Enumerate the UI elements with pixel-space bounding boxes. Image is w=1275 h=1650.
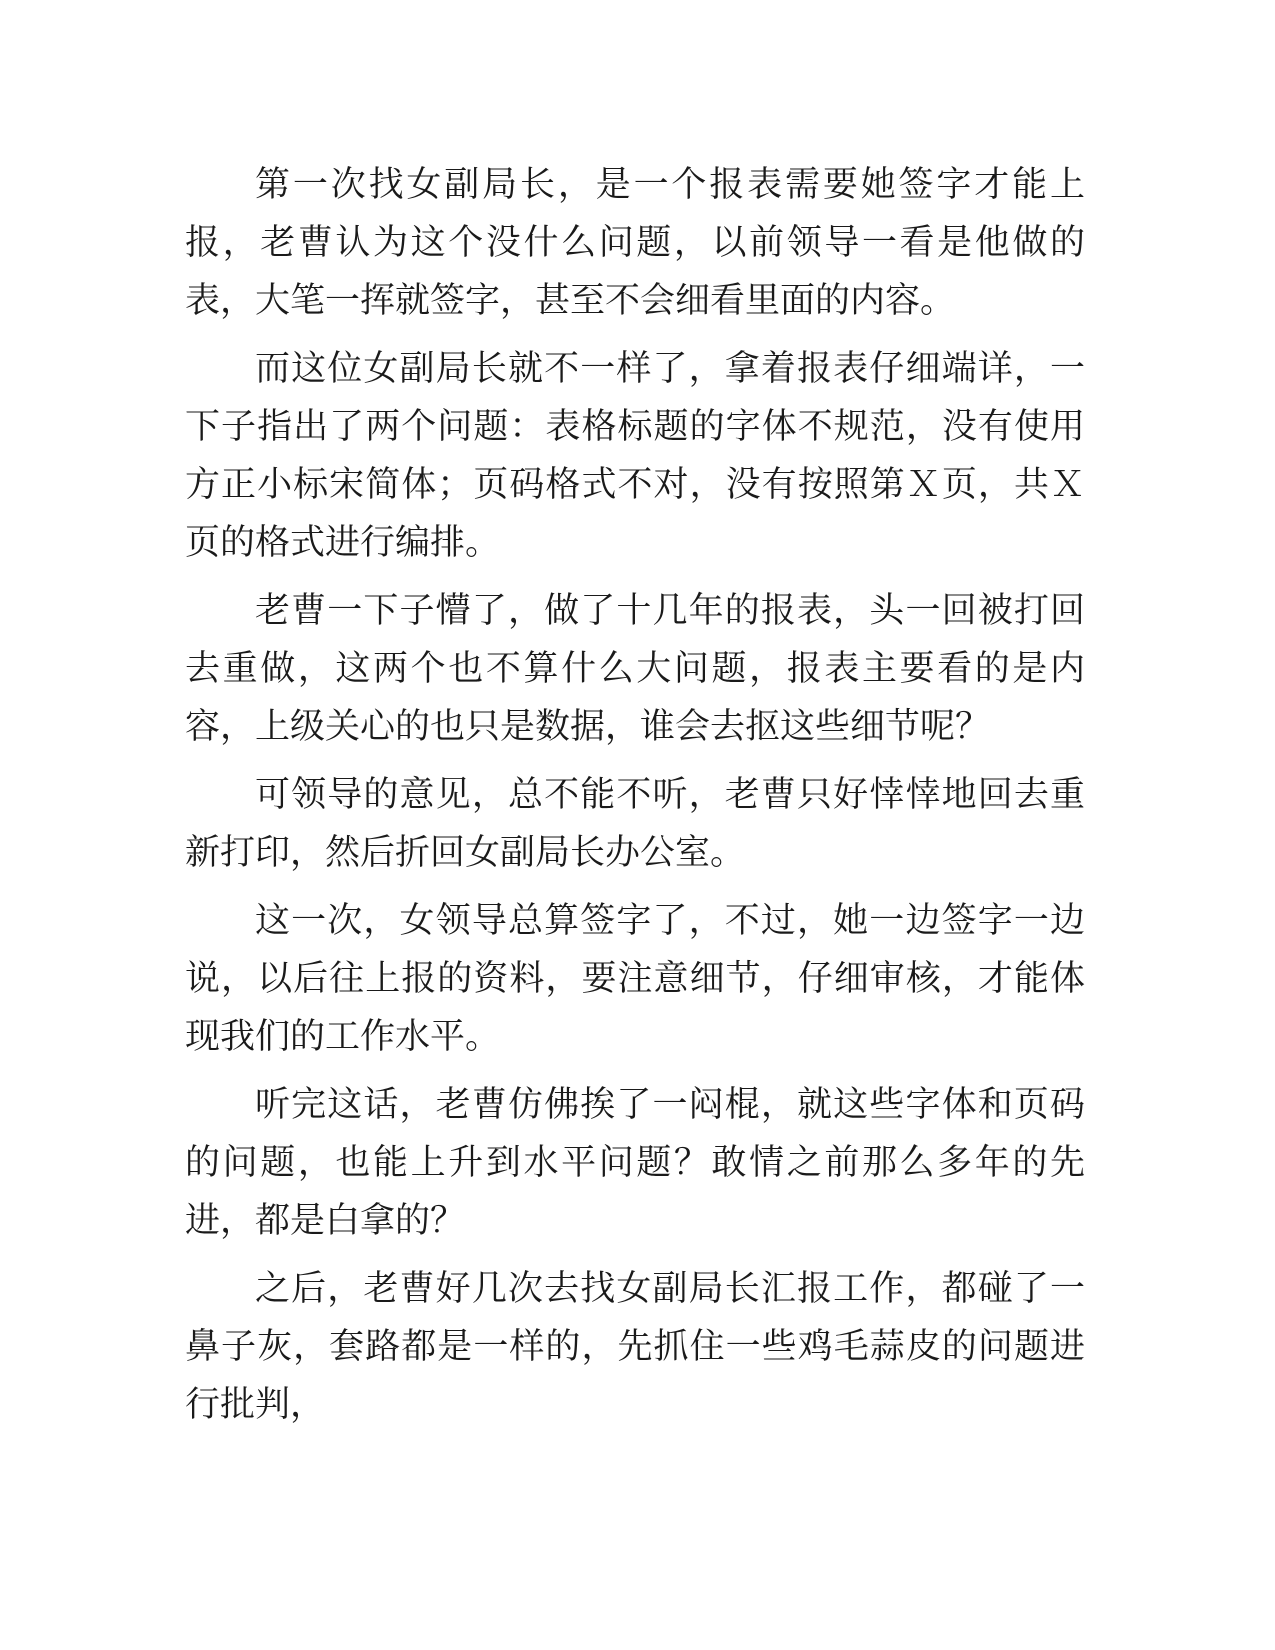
- paragraph-3: 老曹一下子懵了，做了十几年的报表，头一回被打回去重做，这两个也不算什么大问题，报表主要看的是内容，上级关心的也只是数据，谁会去抠这些细节呢？: [185, 591, 1085, 747]
- paragraph-6: 听完这话，老曹仿佛挨了一闷棍，就这些字体和页码的问题，也能上升到水平问题？敢情之前那么多年的先进，都是白拿的？: [185, 1085, 1085, 1241]
- paragraph-7: 之后，老曹好几次去找女副局长汇报工作，都碰了一鼻子灰，套路都是一样的，先抓住一些鸡毛蒜皮的问题进行批判，: [185, 1269, 1085, 1425]
- paragraph-2: 而这位女副局长就不一样了，拿着报表仔细端详，一下子指出了两个问题：表格标题的字体不规范，没有使用方正小标宋简体；页码格式不对，没有按照第Ｘ页，共Ｘ页的格式进行编排。: [185, 349, 1085, 563]
- paragraph-1: 第一次找女副局长，是一个报表需要她签字才能上报，老曹认为这个没什么问题，以前领导一看是他做的表，大笔一挥就签字，甚至不会细看里面的内容。: [185, 165, 1085, 321]
- paragraph-4: 可领导的意见，总不能不听，老曹只好悻悻地回去重新打印，然后折回女副局长办公室。: [185, 775, 1085, 873]
- paragraph-5: 这一次，女领导总算签字了，不过，她一边签字一边说，以后往上报的资料，要注意细节，仔细审核，才能体现我们的工作水平。: [185, 901, 1085, 1057]
- body-text: [185, 156, 1085, 1444]
